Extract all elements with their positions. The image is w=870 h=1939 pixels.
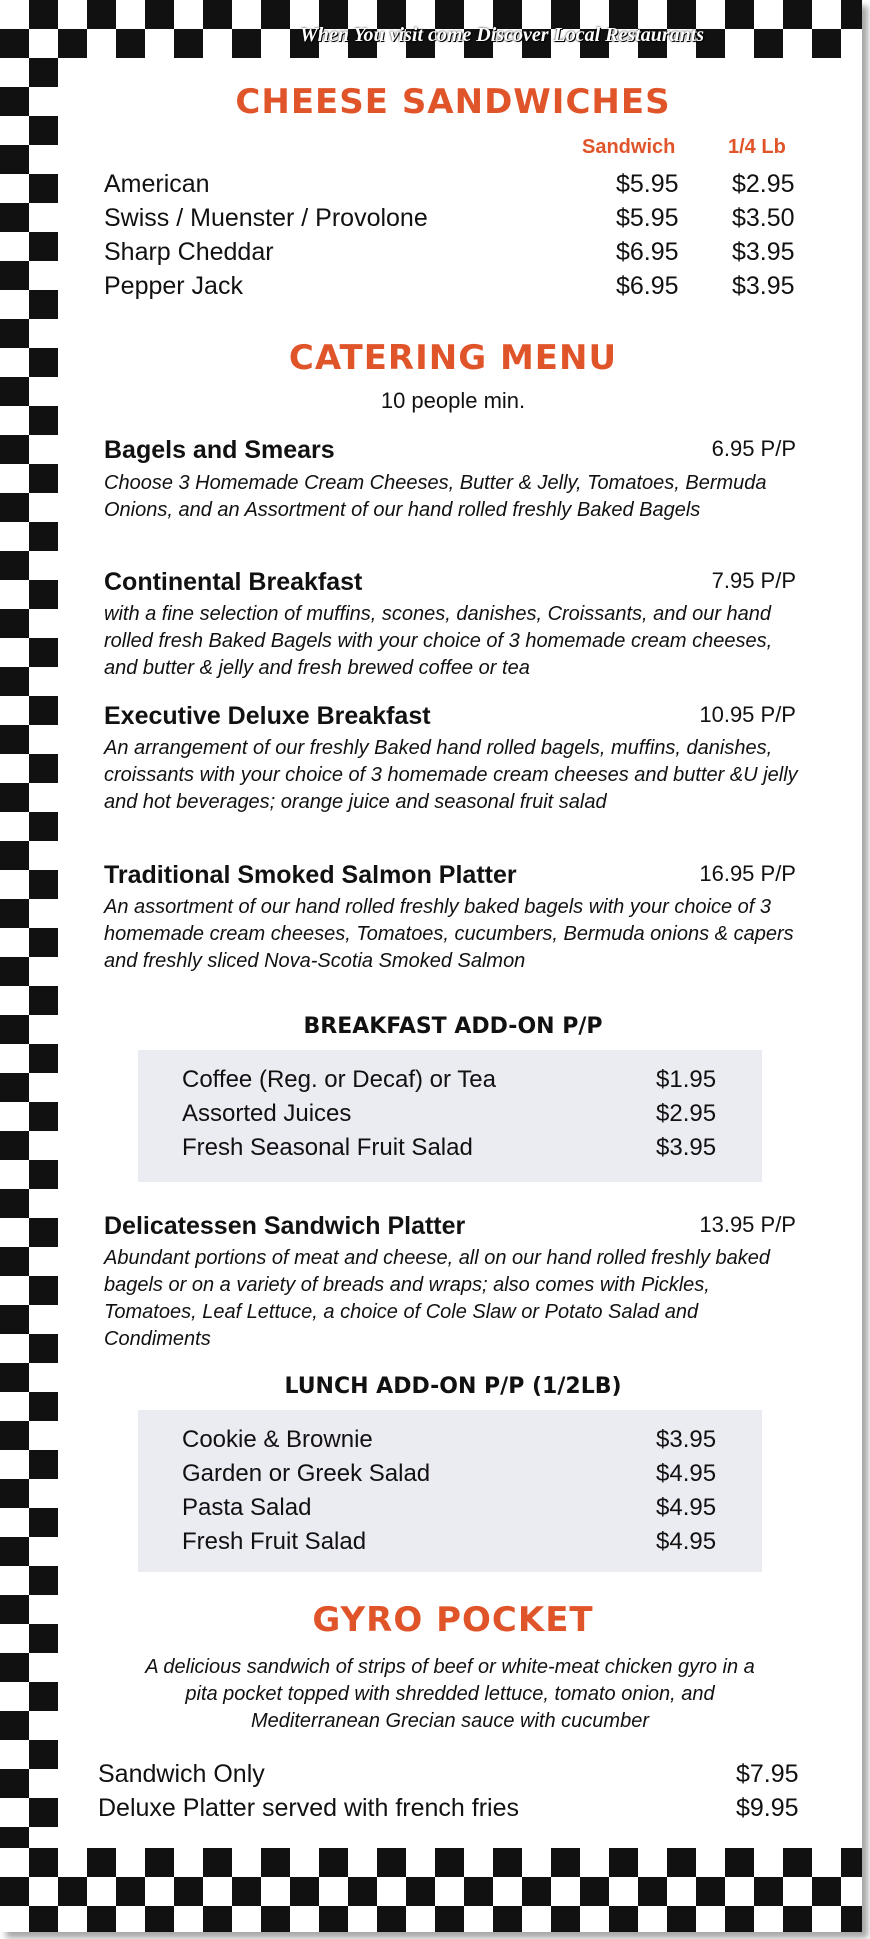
- checker-border-left: [0, 0, 58, 1932]
- catering-item-title: Executive Deluxe Breakfast: [104, 702, 431, 730]
- cheese-item-sandwich-price: $6.95: [616, 272, 679, 300]
- addon-item-price: $3.95: [656, 1134, 717, 1161]
- addon-item-name: Assorted Juices: [182, 1100, 352, 1127]
- catering-item-description: with a fine selection of muffins, scones, danishes, Croissants, and our hand rolled fresh Baked Bagels with your choice of 3 homemade cream cheeses, and butter & jelly and fresh brewed coffee or tea: [104, 603, 773, 679]
- cheese-item-name: Sharp Cheddar: [104, 238, 274, 266]
- cheese-item-name: American: [104, 170, 210, 198]
- catering-menu-title: CATERING MENU: [288, 338, 618, 378]
- addon-item-name: Fresh Fruit Salad: [182, 1528, 367, 1555]
- catering-item-description: An arrangement of our freshly Baked hand rolled bagels, muffins, danishes, croissants with your choice of 3 homemade cream cheeses and butter &U jelly and hot beverages; orange juice and seasonal fruit salad: [104, 737, 798, 813]
- gyro-pocket-title: GYRO POCKET: [312, 1600, 594, 1640]
- catering-item-price: 13.95 P/P: [699, 1212, 796, 1237]
- cheese-item-sandwich-price: $5.95: [616, 170, 679, 198]
- catering-item-price: 7.95 P/P: [711, 568, 796, 593]
- gyro-item-name: Sandwich Only: [98, 1760, 265, 1788]
- cheese-item-sandwich-price: $5.95: [616, 204, 679, 232]
- cheese-sandwiches-title: CHEESE SANDWICHES: [235, 82, 671, 122]
- catering-item-title: Delicatessen Sandwich Platter: [104, 1212, 466, 1240]
- catering-item-title: Traditional Smoked Salmon Platter: [104, 861, 517, 889]
- addon-item-price: $4.95: [656, 1494, 717, 1521]
- cheese-item-name: Pepper Jack: [104, 272, 243, 300]
- gyro-description-line: A delicious sandwich of strips of beef or white-meat chicken gyro in a: [145, 1656, 755, 1678]
- catering-item-title: Continental Breakfast: [104, 568, 363, 596]
- lunch-addon-title: LUNCH ADD-ON P/P (1/2LB): [284, 1374, 622, 1399]
- lunch-addon-box: [138, 1410, 762, 1572]
- catering-minimum: 10 people min.: [380, 388, 526, 413]
- cheese-item-quarter-price: $2.95: [732, 170, 795, 198]
- cheese-item-quarter-price: $3.50: [732, 204, 795, 232]
- addon-item-price: $1.95: [656, 1066, 717, 1093]
- catering-item-description: Choose 3 Homemade Cream Cheeses, Butter & Jelly, Tomatoes, Bermuda Onions, and an Assortment of our hand rolled freshly Baked Bagels: [104, 472, 767, 521]
- cheese-item-quarter-price: $3.95: [732, 272, 795, 300]
- breakfast-addon-box: [138, 1050, 762, 1182]
- addon-item-price: $4.95: [656, 1528, 717, 1555]
- gyro-item-name: Deluxe Platter served with french fries: [98, 1794, 520, 1822]
- gyro-item-price: $9.95: [736, 1794, 799, 1822]
- col-header-sandwich: Sandwich: [582, 136, 676, 158]
- catering-item-price: 10.95 P/P: [699, 702, 796, 727]
- catering-item-description: Abundant portions of meat and cheese, all on our hand rolled freshly baked bagels or on a variety of breads and wraps; also comes with Pickles, Tomatoes, Leaf Lettuce, a choice of Cole Slaw or Potato Salad and Condiments: [104, 1247, 770, 1350]
- gyro-description-line: pita pocket topped with shredded lettuce, tomato onion, and: [185, 1683, 715, 1705]
- breakfast-addon-title: BREAKFAST ADD-ON P/P: [303, 1014, 603, 1039]
- cheese-item-quarter-price: $3.95: [732, 238, 795, 266]
- catering-item-price: 16.95 P/P: [699, 861, 796, 886]
- addon-item-name: Coffee (Reg. or Decaf) or Tea: [182, 1066, 496, 1093]
- addon-item-price: $2.95: [656, 1100, 717, 1127]
- addon-item-price: $3.95: [656, 1426, 717, 1453]
- catering-item-title: Bagels and Smears: [104, 436, 335, 464]
- addon-item-name: Garden or Greek Salad: [182, 1460, 431, 1487]
- checker-border-bottom: [0, 1848, 862, 1932]
- addon-item-name: Fresh Seasonal Fruit Salad: [182, 1134, 473, 1161]
- addon-item-name: Pasta Salad: [182, 1494, 312, 1521]
- gyro-item-price: $7.95: [736, 1760, 799, 1788]
- addon-item-name: Cookie & Brownie: [182, 1426, 373, 1453]
- cheese-item-sandwich-price: $6.95: [616, 238, 679, 266]
- addon-item-price: $4.95: [656, 1460, 717, 1487]
- tagline: When You visit come Discover Local Restaurants: [300, 24, 705, 46]
- gyro-description-line: Mediterranean Grecian sauce with cucumber: [251, 1710, 649, 1732]
- gyro-description: [90, 1654, 810, 1735]
- cheese-item-name: Swiss / Muenster / Provolone: [104, 204, 428, 232]
- catering-item-price: 6.95 P/P: [711, 436, 796, 461]
- col-header-quarter-lb: 1/4 Lb: [728, 136, 786, 158]
- catering-item-description: An assortment of our hand rolled freshly baked bagels with your choice of 3 homemade cream cheeses, Tomatoes, cucumbers, Bermuda onions & capers and freshly sliced Nova-Scotia Smoked Salmon: [104, 896, 794, 972]
